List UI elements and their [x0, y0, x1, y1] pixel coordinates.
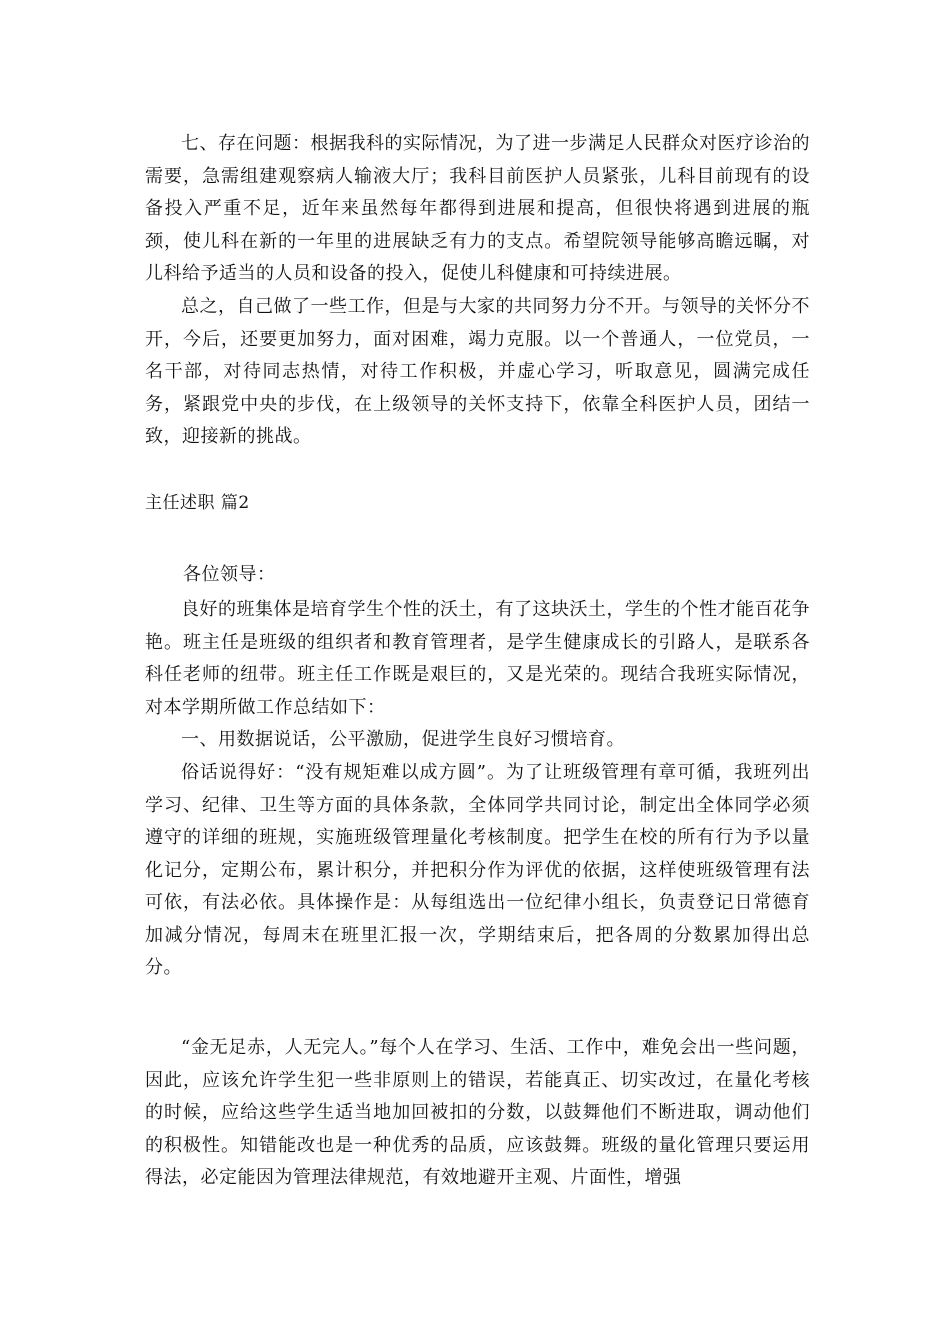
paragraph-class-collective: 良好的班集体是培育学生个性的沃土，有了这块沃土，学生的个性才能百花争艳。班主任是班级的组织者和教育管理者，是学生健康成长的引路人，是联系各科任老师的纽带。班主任工作既是艰巨的，又是光荣的。现结合我班实际情况，对本学期所做工作总结如下：: [145, 599, 810, 718]
salutation: 各位领导：: [183, 564, 276, 585]
paragraph-no-perfect-person: “金无足赤，人无完人。”每个人在学习、生活、工作中，难免会出一些问题，因此，应该允许学生犯一些非原则上的错误，若能真正、切实改过，在量化考核的时候，应给这些学生适当地加回被扣的分数，以鼓舞他们不断进取，调动他们的积极性。知错能改也是一种优秀的品质，应该鼓舞。班级的量化管理只要运用得法，必定能因为管理法律规范，有效地避开主观、片面性，增强: [145, 1037, 810, 1188]
paragraph-point-one: 一、用数据说话，公平激励，促进学生良好习惯培育。: [181, 729, 625, 750]
section-heading: 主任述职 篇2: [145, 493, 250, 513]
paragraph-summary: 总之，自己做了一些工作，但是与大家的共同努力分不开。与领导的关怀分不开，今后，还要更加努力，面对困难，竭力克服。以一个普通人，一位党员，一名干部，对待同志热情，对待工作积极，并虚心学习，听取意见，圆满完成任务，紧跟党中央的步伐，在上级领导的关怀支持下，依靠全科医护人员，团结一致，迎接新的挑战。: [145, 296, 810, 447]
paragraph-existing-problems: 七、存在问题：根据我科的实际情况，为了进一步满足人民群众对医疗诊治的需要，急需组建观察病人输液大厅；我科目前医护人员紧张，儿科目前现有的设备投入严重不足，近年来虽然每年都得到进展和提高，但很快将遇到进展的瓶颈，使儿科在新的一年里的进展缺乏有力的支点。希望院领导能够高瞻远瞩，对儿科给予适当的人员和设备的投入，促使儿科健康和可持续进展。: [145, 133, 810, 284]
paragraph-rules: 俗话说得好：“没有规矩难以成方圆”。为了让班级管理有章可循，我班列出学习、纪律、卫生等方面的具体条款，全体同学共同讨论，制定出全体同学必须遵守的详细的班规，实施班级管理量化考核制度。把学生在校的所有行为予以量化记分，定期公布，累计积分，并把积分作为评优的依据，这样使班级管理有法可依，有法必依。具体操作是：从每组选出一位纪律小组长，负责登记日常德育加减分情况，每周末在班里汇报一次，学期结束后，把各周的分数累加得出总分。: [145, 762, 810, 978]
